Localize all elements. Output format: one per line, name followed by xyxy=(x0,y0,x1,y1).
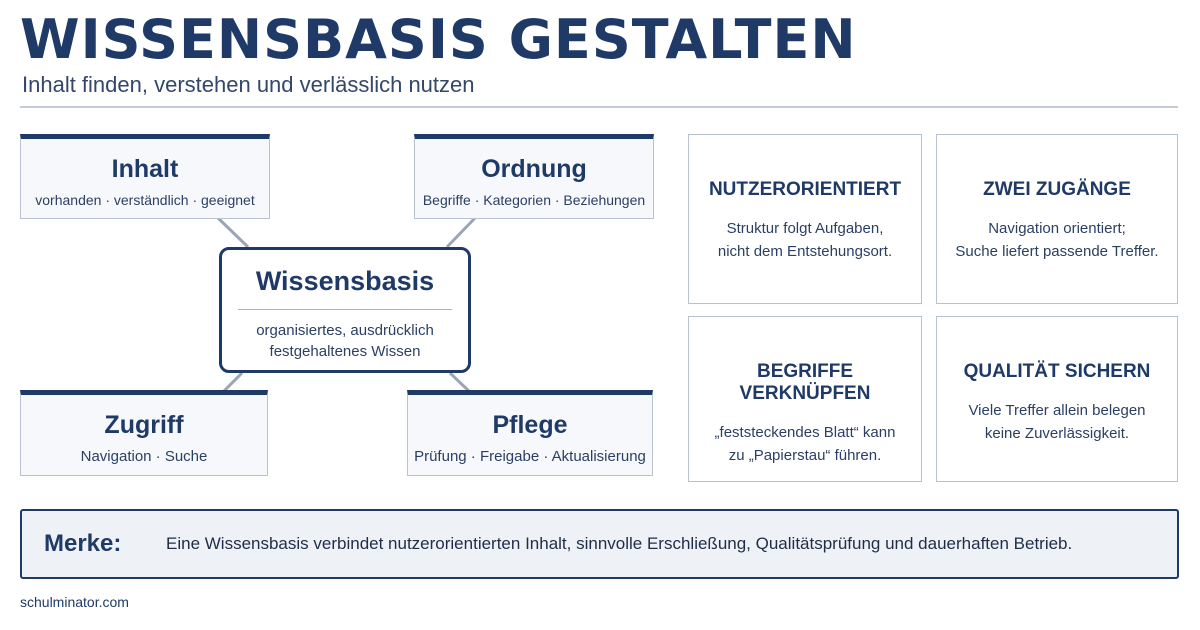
center-title: Wissensbasis xyxy=(255,266,435,296)
merke-box xyxy=(20,509,1179,579)
center-divider xyxy=(238,309,452,310)
node-zugriff-title: Zugriff xyxy=(104,411,184,439)
node-inhalt-title: Inhalt xyxy=(111,155,179,183)
card-begriffe-verknuepfen xyxy=(688,316,922,482)
connector-ordnung xyxy=(447,218,475,247)
center-line-2: festgehaltenes Wissen xyxy=(269,343,421,360)
card-line: Struktur folgt Aufgaben, xyxy=(726,220,884,237)
node-ordnung-title: Ordnung xyxy=(481,155,587,183)
card-line: „feststeckendes Blatt“ kann xyxy=(714,424,896,441)
node-inhalt xyxy=(20,134,270,219)
card-line: Navigation orientiert; xyxy=(988,220,1126,237)
card-text xyxy=(937,217,1177,263)
node-ordnung-sub: Begriffe · Kategorien · Beziehungen xyxy=(422,192,646,208)
card-zwei-zugaenge xyxy=(936,134,1178,304)
card-line: Suche liefert passende Treffer. xyxy=(955,243,1159,260)
card-line: zu „Papierstau“ führen. xyxy=(728,447,882,464)
node-zugriff-sub: Navigation · Suche xyxy=(80,448,208,465)
card-title: ZWEI ZUGÄNGE xyxy=(983,179,1131,200)
card-title: QUALITÄT SICHERN xyxy=(963,361,1151,382)
connector-inhalt xyxy=(218,218,248,247)
page-title: WISSENSBASIS GESTALTEN xyxy=(20,8,857,71)
card-title: NUTZERORIENTIERT xyxy=(708,179,902,200)
node-zugriff xyxy=(20,390,268,476)
merke-label: Merke: xyxy=(44,530,122,557)
card-line: keine Zuverlässigkeit. xyxy=(984,425,1130,442)
card-text xyxy=(689,421,921,467)
node-pflege-sub: Prüfung · Freigabe · Aktualisierung xyxy=(414,448,646,465)
center-node-wissensbasis xyxy=(219,247,471,373)
card-text xyxy=(937,399,1177,445)
card-line: nicht dem Entstehungsort. xyxy=(717,243,893,260)
merke-text: Eine Wissensbasis verbindet nutzerorientierten Inhalt, sinnvolle Erschließung, Qualitätsprüfung und dauerhaften Betrieb. xyxy=(166,534,1073,553)
node-inhalt-sub: vorhanden · verständlich · geeignet xyxy=(35,192,255,208)
node-pflege-title: Pflege xyxy=(492,411,568,439)
card-qualitaet-sichern xyxy=(936,316,1178,482)
card-line: Viele Treffer allein belegen xyxy=(968,402,1146,419)
center-line-1: organisiertes, ausdrücklich xyxy=(256,322,434,339)
node-ordnung xyxy=(414,134,654,219)
center-description xyxy=(222,320,468,362)
card-title: BEGRIFFE VERKNÜPFEN xyxy=(739,361,871,404)
page-subtitle: Inhalt finden, verstehen und verlässlich nutzen xyxy=(22,72,475,97)
card-nutzerorientiert xyxy=(688,134,922,304)
footer-source: schulminator.com xyxy=(20,594,129,610)
node-pflege xyxy=(407,390,653,476)
card-text xyxy=(689,217,921,263)
